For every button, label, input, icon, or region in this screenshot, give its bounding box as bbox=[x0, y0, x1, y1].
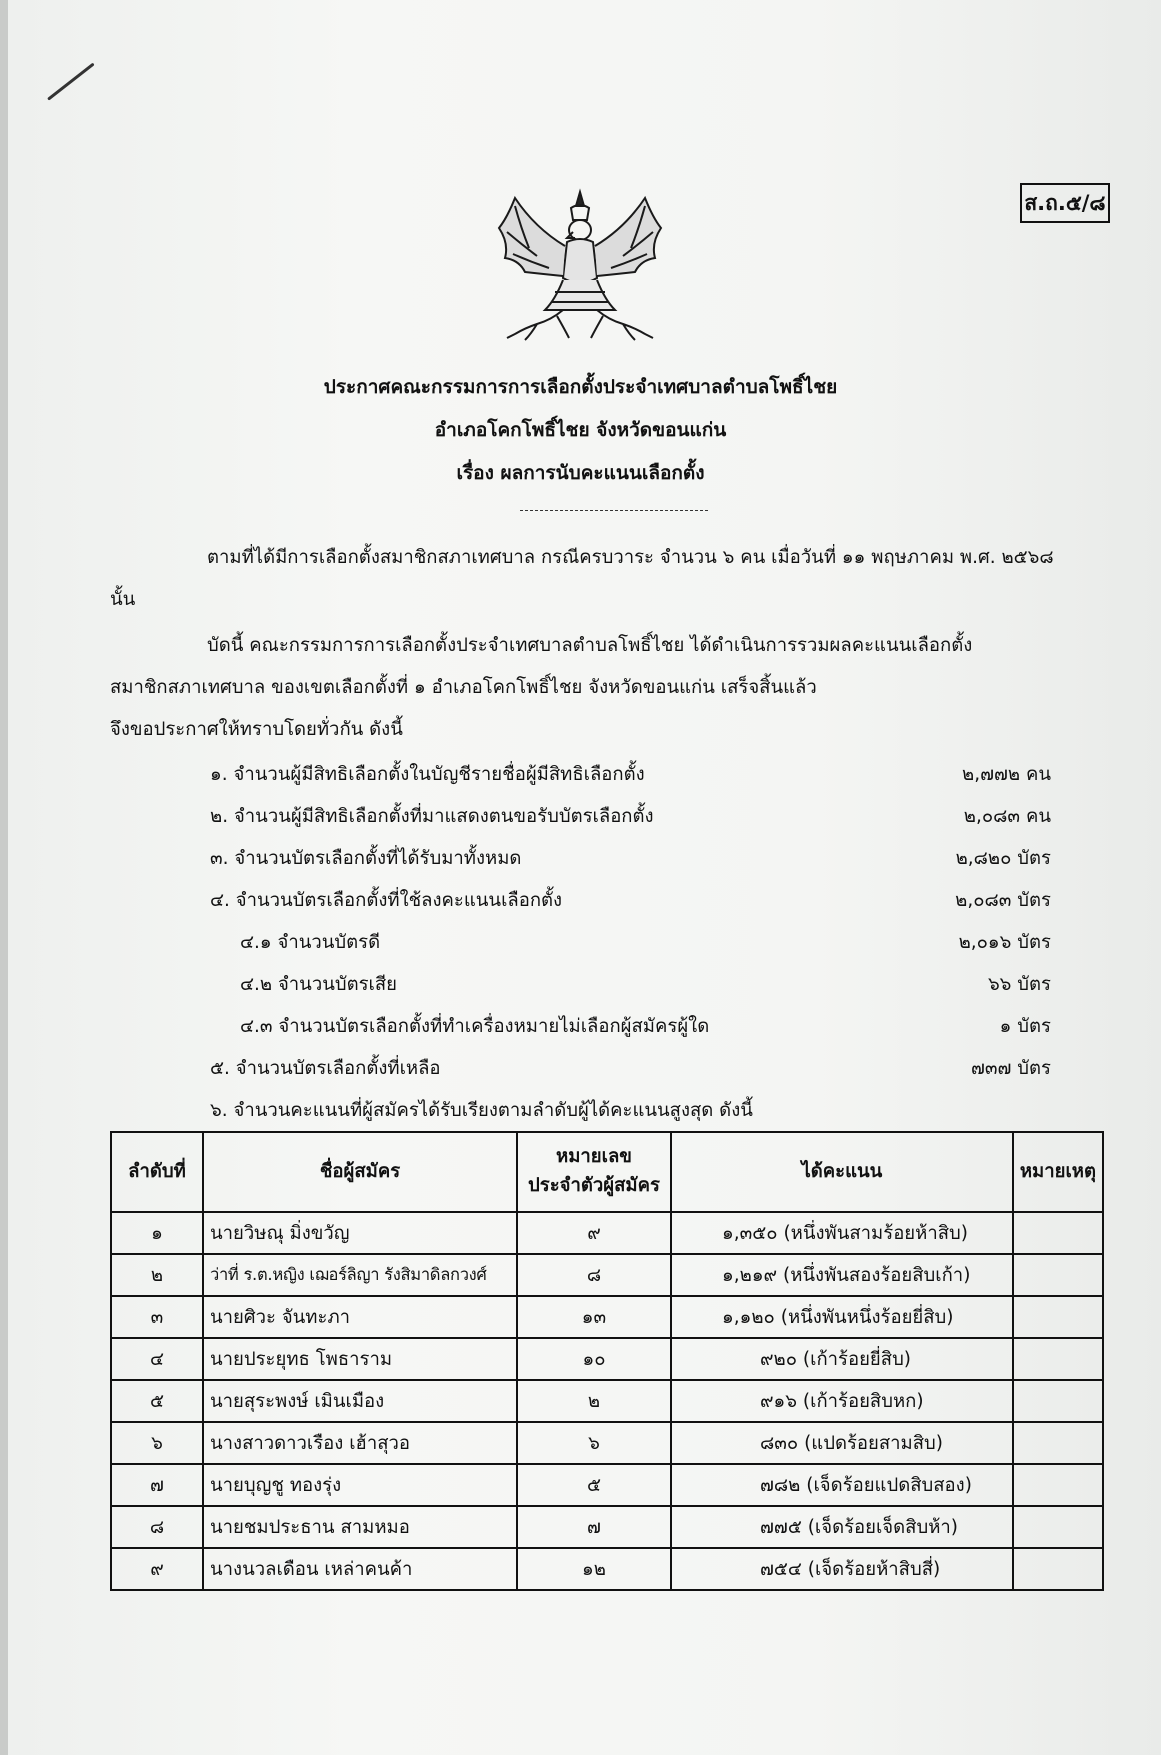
row-code: ๖ bbox=[517, 1422, 671, 1464]
row-note bbox=[1013, 1212, 1103, 1254]
row-rank: ๙ bbox=[111, 1548, 203, 1590]
stat-no-vote-ballots-label: ๔.๓ จำนวนบัตรเลือกตั้งที่ทำเครื่องหมายไม่เลือกผู้สมัครผู้ใด bbox=[240, 1016, 710, 1037]
row-score: ๑,๓๕๐ (หนึ่งพันสามร้อยห้าสิบ) bbox=[671, 1212, 1013, 1254]
paragraph-1: ตามที่ได้มีการเลือกตั้งสมาชิกสภาเทศบาล กรณีครบวาระ จำนวน ๖ คน เมื่อวันที่ ๑๑ พฤษภาคม พ.ศ. ๒๕๖๘ bbox=[207, 547, 1054, 568]
stat-good-ballots-label: ๔.๑ จำนวนบัตรดี bbox=[240, 932, 381, 953]
row-name: นายวิษณุ มิ่งขวัญ bbox=[203, 1212, 517, 1254]
row-score: ๘๓๐ (แปดร้อยสามสิบ) bbox=[671, 1422, 1013, 1464]
stat-eligible-voters-value: ๒,๗๗๒ คน bbox=[962, 764, 1051, 785]
stat-remaining-ballots-label: ๕. จำนวนบัตรเลือกตั้งที่เหลือ bbox=[210, 1058, 441, 1079]
row-rank: ๓ bbox=[111, 1296, 203, 1338]
row-name: นายประยุทธ โพธาราม bbox=[203, 1338, 517, 1380]
table-row bbox=[111, 1464, 1103, 1506]
row-score: ๗๕๔ (เจ็ดร้อยห้าสิบสี่) bbox=[671, 1548, 1013, 1590]
row-score: ๑,๑๒๐ (หนึ่งพันหนึ่งร้อยยี่สิบ) bbox=[671, 1296, 1013, 1338]
row-score: ๗๘๒ (เจ็ดร้อยแปดสิบสอง) bbox=[671, 1464, 1013, 1506]
row-note bbox=[1013, 1296, 1103, 1338]
stat-spoiled-ballots-value: ๖๖ บัตร bbox=[987, 974, 1051, 995]
row-name: นายบุญชู ทองรุ่ง bbox=[203, 1464, 517, 1506]
header-code bbox=[517, 1132, 671, 1212]
row-score: ๑,๒๑๙ (หนึ่งพันสองร้อยสิบเก้า) bbox=[671, 1254, 1013, 1296]
stat-voters-present-value: ๒,๐๘๓ คน bbox=[963, 806, 1051, 827]
row-code: ๘ bbox=[517, 1254, 671, 1296]
row-rank: ๔ bbox=[111, 1338, 203, 1380]
row-note bbox=[1013, 1548, 1103, 1590]
row-code: ๑๐ bbox=[517, 1338, 671, 1380]
row-name: นายศิวะ จันทะภา bbox=[203, 1296, 517, 1338]
header-rank: ลำดับที่ bbox=[111, 1132, 203, 1212]
table-row bbox=[111, 1254, 1103, 1296]
stat-good-ballots-value: ๒,๐๑๖ บัตร bbox=[958, 932, 1051, 953]
row-score: ๙๒๐ (เก้าร้อยยี่สิบ) bbox=[671, 1338, 1013, 1380]
row-note bbox=[1013, 1254, 1103, 1296]
row-rank: ๑ bbox=[111, 1212, 203, 1254]
row-note bbox=[1013, 1338, 1103, 1380]
stat-ballots-used-value: ๒,๐๘๓ บัตร bbox=[955, 890, 1051, 911]
row-rank: ๗ bbox=[111, 1464, 203, 1506]
form-code-box: ส.ถ.๕/๘ bbox=[1020, 183, 1110, 223]
row-rank: ๘ bbox=[111, 1506, 203, 1548]
header-note: หมายเหตุ bbox=[1013, 1132, 1103, 1212]
table-row bbox=[111, 1338, 1103, 1380]
header-code-line1: หมายเลข bbox=[556, 1146, 632, 1168]
announcement-title: ประกาศคณะกรรมการการเลือกตั้งประจำเทศบาลตำบลโพธิ์ไชย bbox=[323, 376, 838, 398]
header-code-line2: ประจำตัวผู้สมัคร bbox=[528, 1175, 660, 1196]
table-row bbox=[111, 1212, 1103, 1254]
row-name: นางสาวดาวเรือง เฮ้าสุวอ bbox=[203, 1422, 517, 1464]
stat-no-vote-ballots-value: ๑ บัตร bbox=[999, 1016, 1051, 1037]
header-name: ชื่อผู้สมัคร bbox=[203, 1132, 517, 1212]
table-row bbox=[111, 1548, 1103, 1590]
row-note bbox=[1013, 1506, 1103, 1548]
stat-spoiled-ballots-label: ๔.๒ จำนวนบัตรเสีย bbox=[240, 974, 398, 995]
row-note bbox=[1013, 1380, 1103, 1422]
row-code: ๗ bbox=[517, 1506, 671, 1548]
row-code: ๒ bbox=[517, 1380, 671, 1422]
row-rank: ๖ bbox=[111, 1422, 203, 1464]
row-note bbox=[1013, 1422, 1103, 1464]
row-name: นายสุระพงษ์ เมินเมือง bbox=[203, 1380, 517, 1422]
row-code: ๑๒ bbox=[517, 1548, 671, 1590]
stat-ballots-received-label: ๓. จำนวนบัตรเลือกตั้งที่ได้รับมาทั้งหมด bbox=[210, 848, 522, 869]
row-name: นางนวลเดือน เหล่าคนค้า bbox=[203, 1548, 517, 1590]
table-row bbox=[111, 1296, 1103, 1338]
stat-voters-present-label: ๒. จำนวนผู้มีสิทธิเลือกตั้งที่มาแสดงตนขอรับบัตรเลือกตั้ง bbox=[210, 806, 654, 827]
row-name: ว่าที่ ร.ต.หญิง เฌอร์ลิญา รังสิมาดิลกวงศ์ bbox=[203, 1254, 517, 1296]
announcement-subject: เรื่อง ผลการนับคะแนนเลือกตั้ง bbox=[456, 462, 705, 484]
title-separator bbox=[520, 510, 708, 511]
paragraph-1-end: นั้น bbox=[110, 589, 136, 610]
row-rank: ๒ bbox=[111, 1254, 203, 1296]
announcement-location: อำเภอโคกโพธิ์ไชย จังหวัดขอนแก่น bbox=[434, 419, 727, 441]
stat-ballots-used-label: ๔. จำนวนบัตรเลือกตั้งที่ใช้ลงคะแนนเลือกตั้ง bbox=[210, 890, 563, 911]
row-code: ๕ bbox=[517, 1464, 671, 1506]
table-row bbox=[111, 1422, 1103, 1464]
table-header-row bbox=[111, 1132, 1103, 1212]
row-note bbox=[1013, 1464, 1103, 1506]
row-rank: ๕ bbox=[111, 1380, 203, 1422]
results-table bbox=[110, 1131, 1104, 1591]
table-row bbox=[111, 1380, 1103, 1422]
row-name: นายชมประธาน สามหมอ bbox=[203, 1506, 517, 1548]
row-score: ๗๗๕ (เจ็ดร้อยเจ็ดสิบห้า) bbox=[671, 1506, 1013, 1548]
paragraph-2: บัดนี้ คณะกรรมการการเลือกตั้งประจำเทศบาลตำบลโพธิ์ไชย ได้ดำเนินการรวมผลคะแนนเลือกตั้ง bbox=[207, 635, 973, 656]
stat-eligible-voters-label: ๑. จำนวนผู้มีสิทธิเลือกตั้งในบัญชีรายชื่อผู้มีสิทธิเลือกตั้ง bbox=[210, 764, 645, 785]
paragraph-2-continued: สมาชิกสภาเทศบาล ของเขตเลือกตั้งที่ ๑ อำเภอโคกโพธิ์ไชย จังหวัดขอนแก่น เสร็จสิ้นแล้ว bbox=[110, 677, 817, 698]
header-score: ได้คะแนน bbox=[671, 1132, 1013, 1212]
row-score: ๙๑๖ (เก้าร้อยสิบหก) bbox=[671, 1380, 1013, 1422]
paragraph-2-end: จึงขอประกาศให้ทราบโดยทั่วกัน ดังนี้ bbox=[110, 719, 403, 740]
table-row bbox=[111, 1506, 1103, 1548]
row-code: ๙ bbox=[517, 1212, 671, 1254]
garuda-emblem-icon bbox=[485, 188, 675, 348]
row-code: ๑๓ bbox=[517, 1296, 671, 1338]
stat-remaining-ballots-value: ๗๓๗ บัตร bbox=[970, 1058, 1051, 1079]
section-6-title: ๖. จำนวนคะแนนที่ผู้สมัครได้รับเรียงตามลำดับผู้ได้คะแนนสูงสุด ดังนี้ bbox=[210, 1100, 753, 1121]
stat-ballots-received-value: ๒,๘๒๐ บัตร bbox=[955, 848, 1051, 869]
